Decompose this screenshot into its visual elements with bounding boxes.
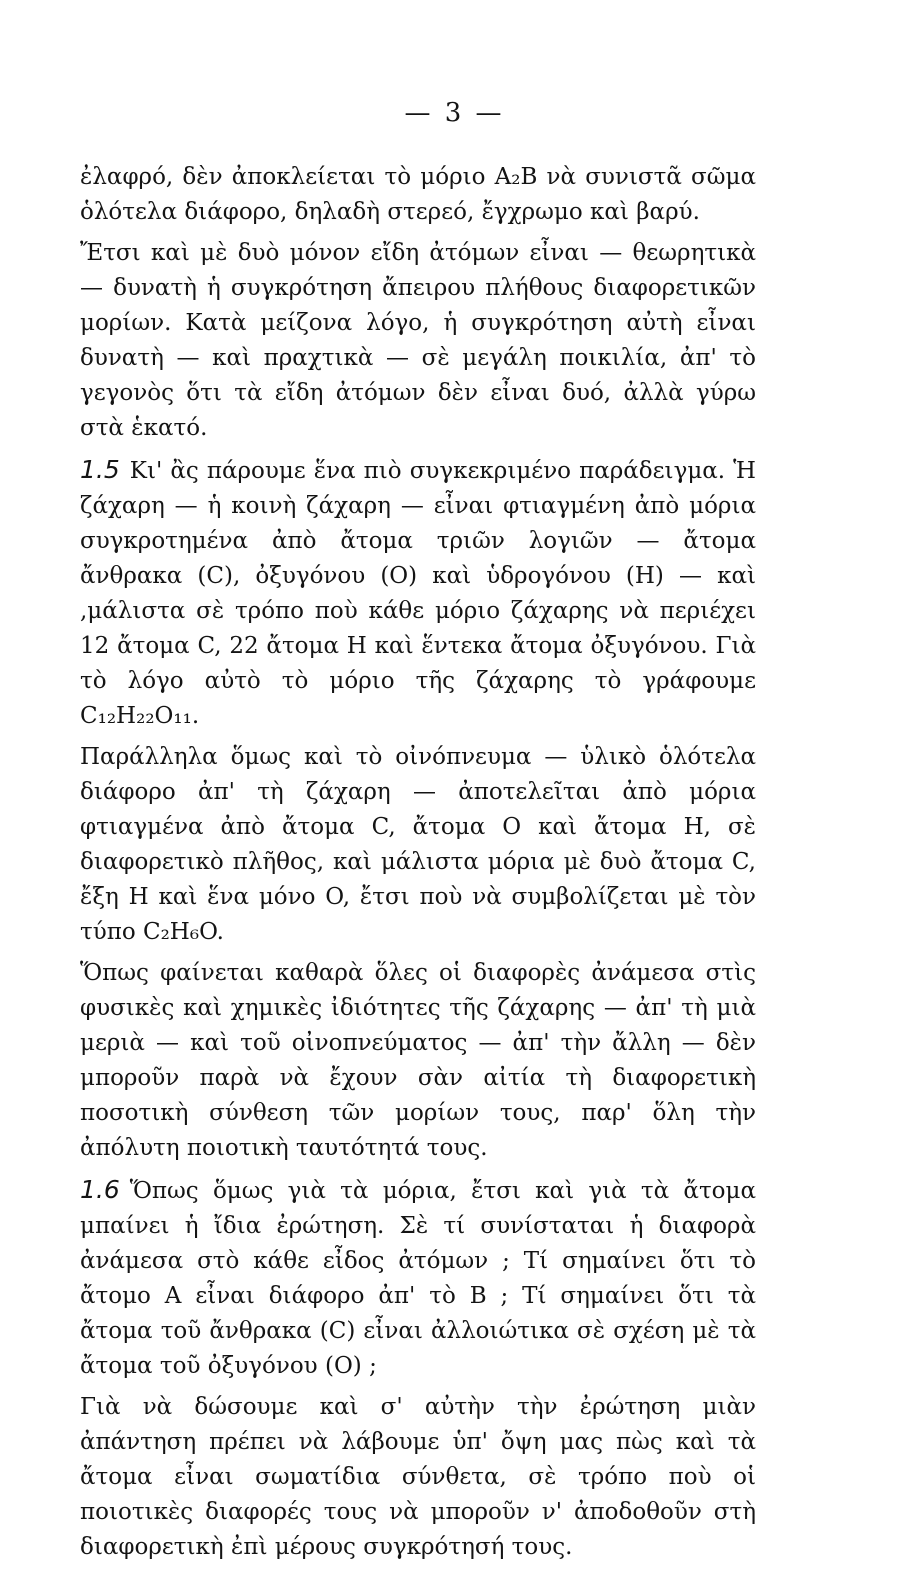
section-1-5: [80, 452, 756, 734]
paragraph-composite-atoms: Γιὰ νὰ δώσουμε καὶ σ' αὐτὴν τὴν ἐρώτηση μιὰν ἀπάντηση πρέπει νὰ λάβουμε ὑπ' ὄψη μας πὼς καὶ τὰ ἄτομα εἶναι σωματίδια σύνθετα, σὲ τρόπο ποὺ οἱ ποιοτικὲς διαφορές τους νὰ μποροῦν ν' ἀποδοθοῦν στὴ διαφορετικὴ ἐπὶ μέρους συγκρότησή τους.: [80, 1394, 756, 1560]
sugar-formula: C₁₂H₂₂O₁₁.: [80, 703, 200, 729]
paragraph-continuation: ἐλαφρό, δὲν ἀποκλείεται τὸ μόριο A₂B νὰ συνιστᾶ σῶμα ὁλότελα διάφορο, δηλαδὴ στερεό, ἔγχρωμο καὶ βαρύ.: [80, 164, 756, 225]
section-number: 1.6: [80, 1175, 120, 1204]
paragraph-alcohol: [80, 740, 756, 950]
paragraph-possible-molecules: Ἔτσι καὶ μὲ δυὸ μόνον εἴδη ἀτόμων εἶναι — θεωρητικὰ — δυνατὴ ἡ συγκρότηση ἄπειρου πλήθους διαφορετικῶν μορίων. Κατὰ μείζονα λόγο, ἡ συγκρότηση αὐτὴ εἶναι δυνατὴ — καὶ πραχτικὰ — σὲ μεγάλη ποικιλία, ἀπ' τὸ γεγονὸς ὅτι τὰ εἴδη ἀτόμων δὲν εἶναι δυό, ἀλλὰ γύρω στὰ ἑκατό.: [80, 240, 756, 441]
section-text: Ὅπως ὅμως γιὰ τὰ μόρια, ἔτσι καὶ γιὰ τὰ ἄτομα μπαίνει ἡ ἴδια ἐρώτηση. Σὲ τί συνίσταται ἡ διαφορὰ ἀνάμεσα στὸ κάθε εἶδος ἀτόμων ; Τί σημαίνει ὅτι τὸ ἄτομο A εἶναι διάφορο ἀπ' τὸ B ; Τί σημαίνει ὅτι τὰ ἄτομα τοῦ ἄνθρακα (C) εἶναι ἀλλοιώτικα σὲ σχέση μὲ τὰ ἄτομα τοῦ ὀξυγόνου (O) ;: [80, 1178, 756, 1379]
paragraph-differences: Ὅπως φαίνεται καθαρὰ ὅλες οἱ διαφορὲς ἀνάμεσα στὶς φυσικὲς καὶ χημικὲς ἰδιότητες τῆς ζάχαρης — ἀπ' τὴ μιὰ μεριὰ — καὶ τοῦ οἰνοπνεύματος — ἀπ' τὴν ἄλλη — δὲν μποροῦν παρὰ νὰ ἔχουν σὰν αἰτία τὴ διαφορετικὴ ποσοτικὴ σύνθεση τῶν μορίων τους, παρ' ὅλη τὴν ἀπόλυτη ποιοτικὴ ταυτότητά τους.: [80, 960, 756, 1161]
page-body: [80, 160, 756, 1571]
section-1-6: [80, 1172, 756, 1384]
section-number: 1.5: [80, 455, 120, 484]
paragraph-text: Παράλληλα ὅμως καὶ τὸ οἰνόπνευμα — ὑλικὸ ὁλότελα διάφορο ἀπ' τὴ ζάχαρη — ἀποτελεῖται ἀπὸ μόρια φτιαγμένα ἀπὸ ἄτομα C, ἄτομα O καὶ ἄτομα H, σὲ διαφορετικὸ πλῆθος, καὶ μάλιστα μόρια μὲ δυὸ ἄτομα C, ἔξη H καὶ ἕνα μόνο O, ἔτσι ποὺ νὰ συμβολίζεται μὲ τὸν τύπο: [80, 744, 756, 945]
alcohol-formula: C₂H₆O.: [142, 919, 224, 945]
section-text: Κι' ἂς πάρουμε ἕνα πιὸ συγκεκριμένο παράδειγμα. Ἡ ζάχαρη — ἡ κοινὴ ζάχαρη — εἶναι φτιαγμένη ἀπὸ μόρια συγκροτημένα ἀπὸ ἄτομα τριῶν λογιῶν — ἄτομα ἄνθρακα (C), ὀξυγόνου (O) καὶ ὑδρογόνου (H) — καὶ ,μάλιστα σὲ τρόπο ποὺ κάθε μόριο ζάχαρης νὰ περιέχει 12 ἄτομα C, 22 ἄτομα H καὶ ἕντεκα ἄτομα ὀξυγόνου. Γιὰ τὸ λόγο αὐτὸ τὸ μόριο τῆς ζάχαρης τὸ γράφουμε: [80, 458, 756, 694]
page-number: — 3 —: [404, 98, 505, 128]
